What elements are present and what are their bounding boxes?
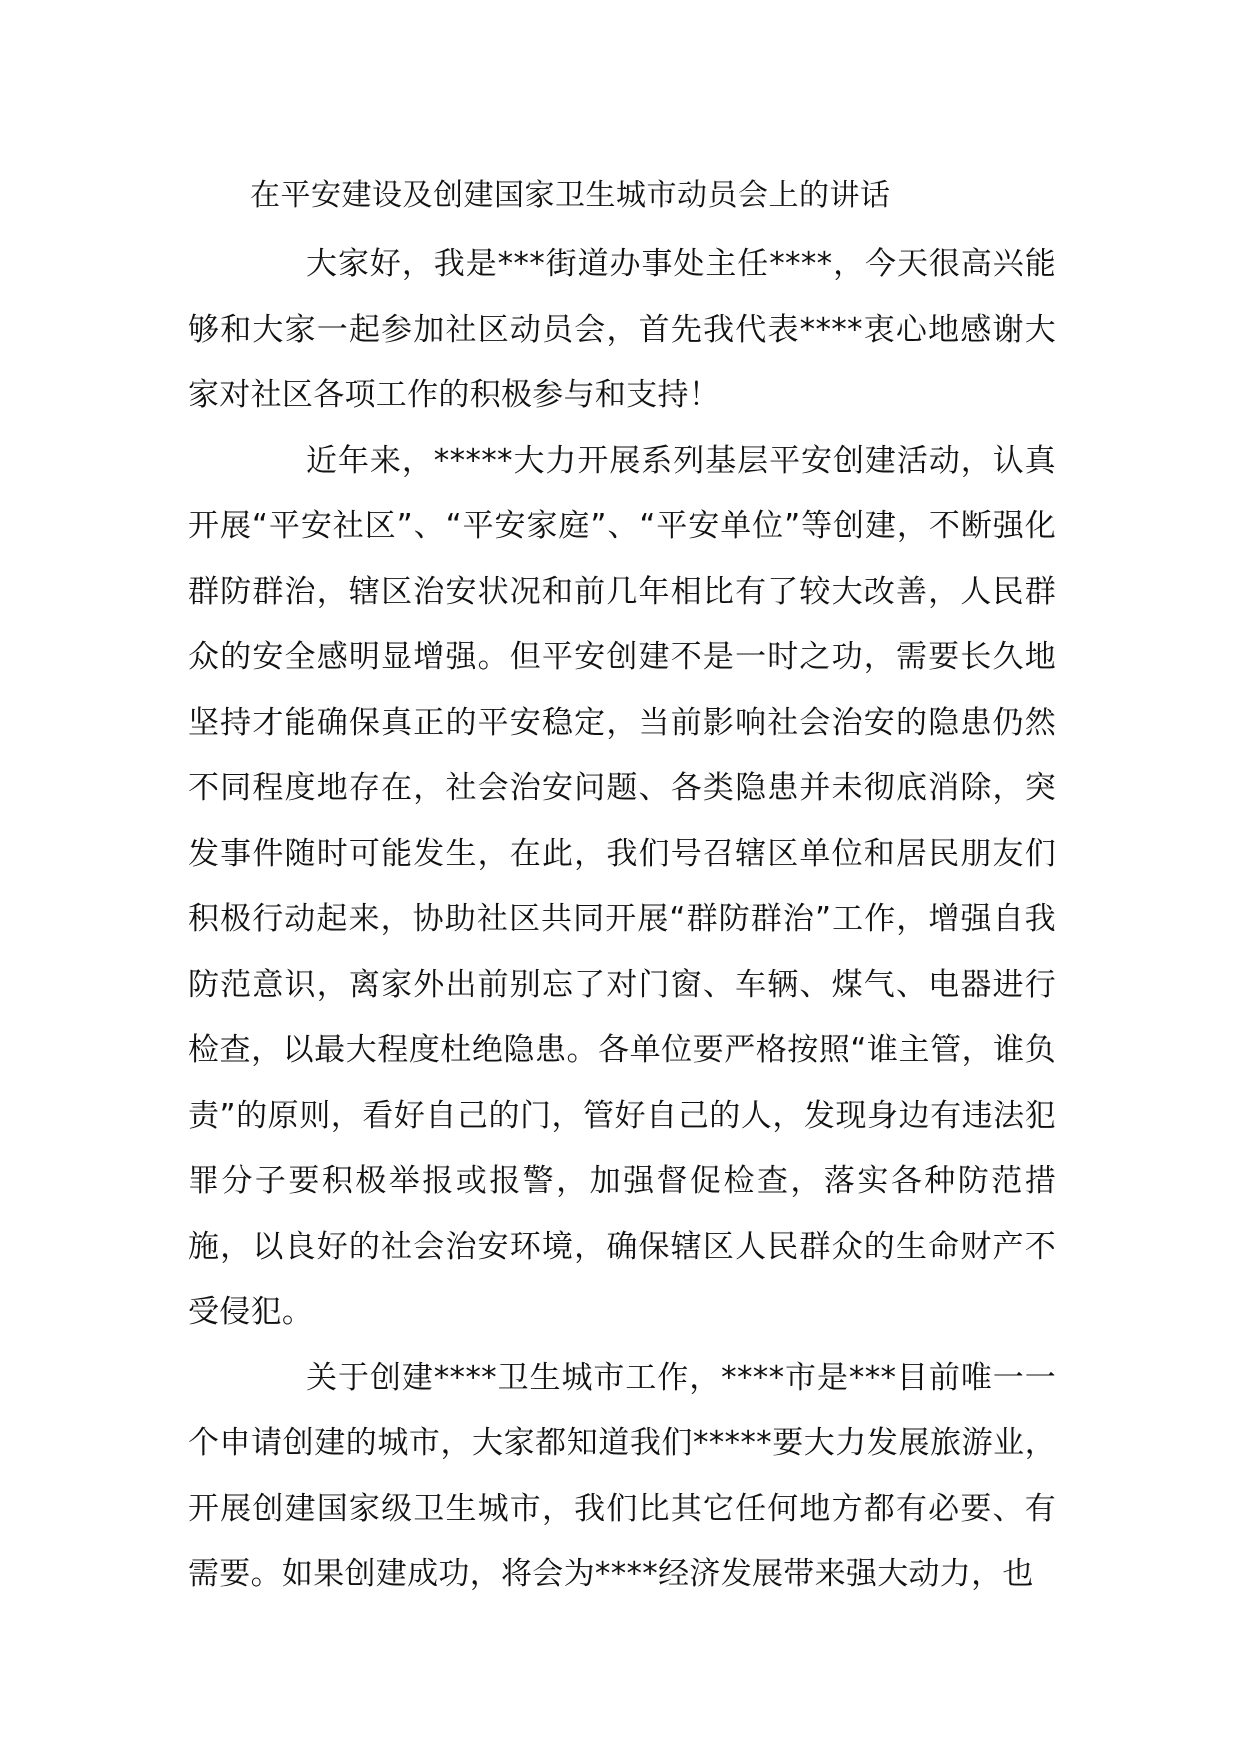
- document-title: 在平安建设及创建国家卫生城市动员会上的讲话: [250, 178, 891, 213]
- document-body: [188, 232, 1056, 1608]
- paragraph-sanitation: 关于创建****卫生城市工作，****市是***目前唯一一个申请创建的城市，大家都知道我们*****要大力发展旅游业，开展创建国家级卫生城市，我们比其它任何地方都有必要、有需要。如果创建成功，将会为****经济发展带来强大动力，也: [188, 1359, 1056, 1592]
- paragraph-safety: 近年来，*****大力开展系列基层平安创建活动，认真开展“平安社区”、“平安家庭”、“平安单位”等创建，不断强化群防群治，辖区治安状况和前几年相比有了较大改善，人民群众的安全感明显增强。但平安创建不是一时之功，需要长久地坚持才能确保真正的平安稳定，当前影响社会治安的隐患仍然不同程度地存在，社会治安问题、各类隐患并未彻底消除，突发事件随时可能发生，在此，我们号召辖区单位和居民朋友们积极行动起来，协助社区共同开展“群防群治”工作，增强自我防范意识，离家外出前别忘了对门窗、车辆、煤气、电器进行检查，以最大程度杜绝隐患。各单位要严格按照“谁主管，谁负责”的原则，看好自己的门，管好自己的人，发现身边有违法犯罪分子要积极举报或报警，加强督促检查，落实各种防范措施，以良好的社会治安环境，确保辖区人民群众的生命财产不受侵犯。: [188, 442, 1056, 1330]
- paragraph-greeting: 大家好，我是***街道办事处主任****，今天很高兴能够和大家一起参加社区动员会，首先我代表****衷心地感谢大家对社区各项工作的积极参与和支持！: [188, 246, 1056, 413]
